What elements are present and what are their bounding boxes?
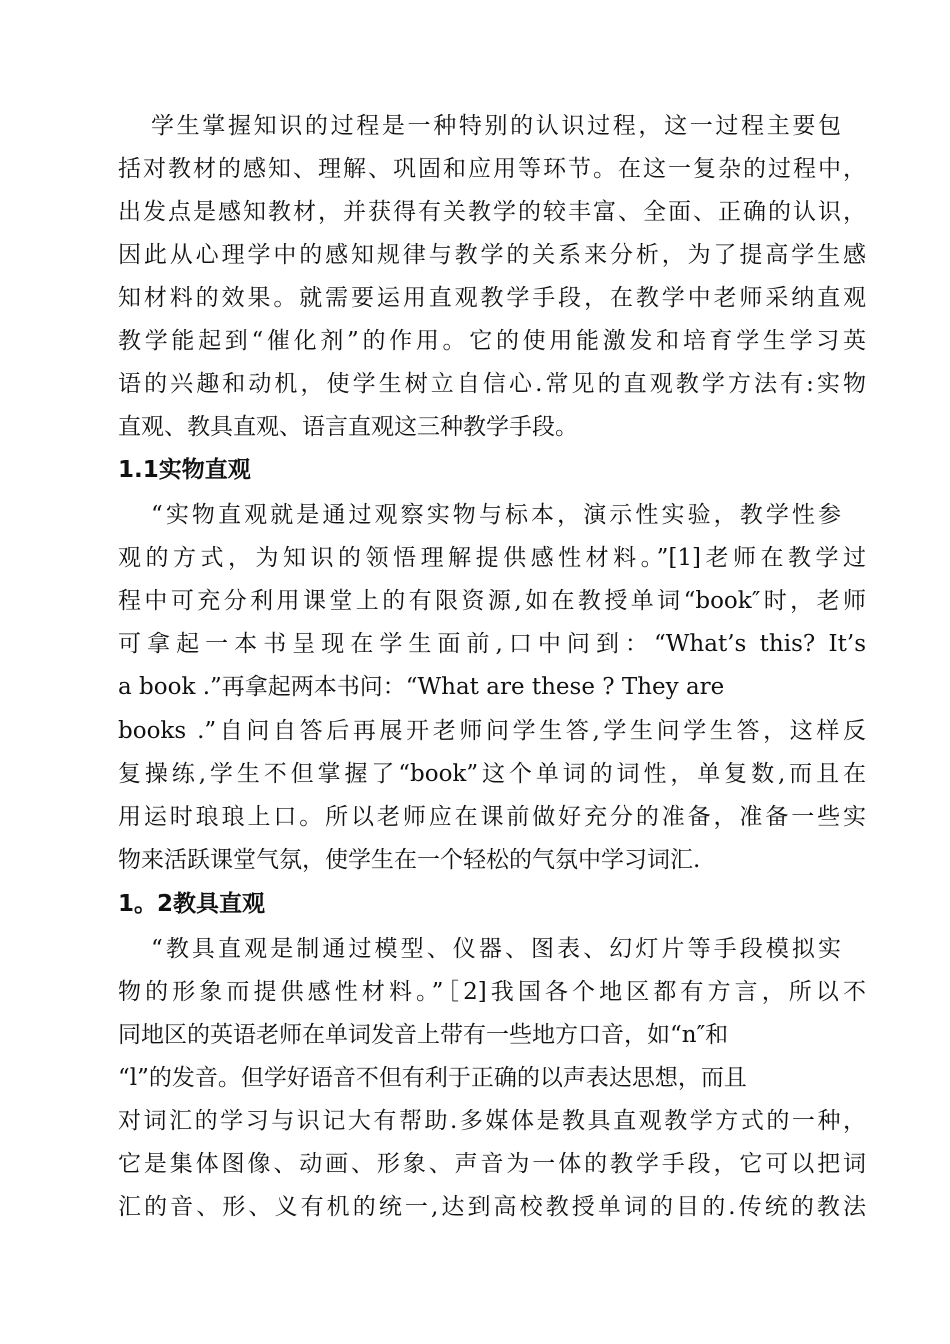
- body-text-line: 物的形象而提供感性材料。”［2]我国各个地区都有方言，所以不: [118, 979, 866, 1005]
- body-text-line: 可拿起一本书呈现在学生面前,口中问到：“What’s this? It’s: [118, 631, 866, 657]
- body-text-line: 知材料的效果。就需要运用直观教学手段，在教学中老师采纳直观: [118, 285, 866, 311]
- body-text-line: 语的兴趣和动机，使学生树立自信心.常见的直观教学方法有:实物: [118, 371, 866, 397]
- body-text-line: “l”的发音。但学好语音不但有利于正确的以声表达思想，而且: [118, 1065, 747, 1091]
- body-text-line: 复操练,学生不但掌握了“book”这个单词的词性，单复数,而且在: [118, 761, 866, 787]
- body-text-line: 出发点是感知教材，并获得有关教学的较丰富、全面、正确的认识，: [118, 199, 866, 225]
- body-text-line: 用运时琅琅上口。所以老师应在课前做好充分的准备，准备一些实: [118, 804, 866, 830]
- body-text-line: 程中可充分利用课堂上的有限资源,如在教授单词“book″时，老师: [118, 588, 866, 614]
- body-text-line: a book .”再拿起两本书问：“What are these ? They are: [118, 674, 725, 700]
- body-text-line: 因此从心理学中的感知规律与教学的关系来分析，为了提高学生感: [118, 242, 866, 268]
- body-text-line: 学生掌握知识的过程是一种特别的认识过程，这一过程主要包: [151, 113, 841, 139]
- body-text-line: 物来活跃课堂气氛，使学生在一个轻松的气氛中学习词汇.: [118, 847, 701, 873]
- body-text-line: 括对教材的感知、理解、巩固和应用等环节。在这一复杂的过程中，: [118, 156, 866, 182]
- section-heading: 1.1实物直观: [118, 457, 251, 483]
- body-text-line: “实物直观就是通过观察实物与标本，演示性实验，教学性参: [151, 502, 841, 528]
- body-text-line: books .”自问自答后再展开老师问学生答,学生问学生答，这样反: [118, 718, 866, 744]
- body-text-line: “教具直观是制通过模型、仪器、图表、幻灯片等手段模拟实: [151, 936, 841, 962]
- section-heading: 1。2教具直观: [118, 891, 266, 917]
- body-text-line: 直观、教具直观、语言直观这三种教学手段。: [118, 414, 578, 440]
- body-text-line: 观的方式，为知识的领悟理解提供感性材料。”[1]老师在教学过: [118, 545, 866, 571]
- body-text-line: 汇的音、形、义有机的统一,达到高校教授单词的目的.传统的教法: [118, 1194, 866, 1220]
- body-text-line: 对词汇的学习与识记大有帮助.多媒体是教具直观教学方式的一种，: [118, 1108, 866, 1134]
- body-text-line: 同地区的英语老师在单词发音上带有一些地方口音，如“n″和: [118, 1022, 729, 1048]
- body-text-line: 教学能起到“催化剂”的作用。它的使用能激发和培育学生学习英: [118, 328, 866, 354]
- body-text-line: 它是集体图像、动画、形象、声音为一体的教学手段，它可以把词: [118, 1151, 866, 1177]
